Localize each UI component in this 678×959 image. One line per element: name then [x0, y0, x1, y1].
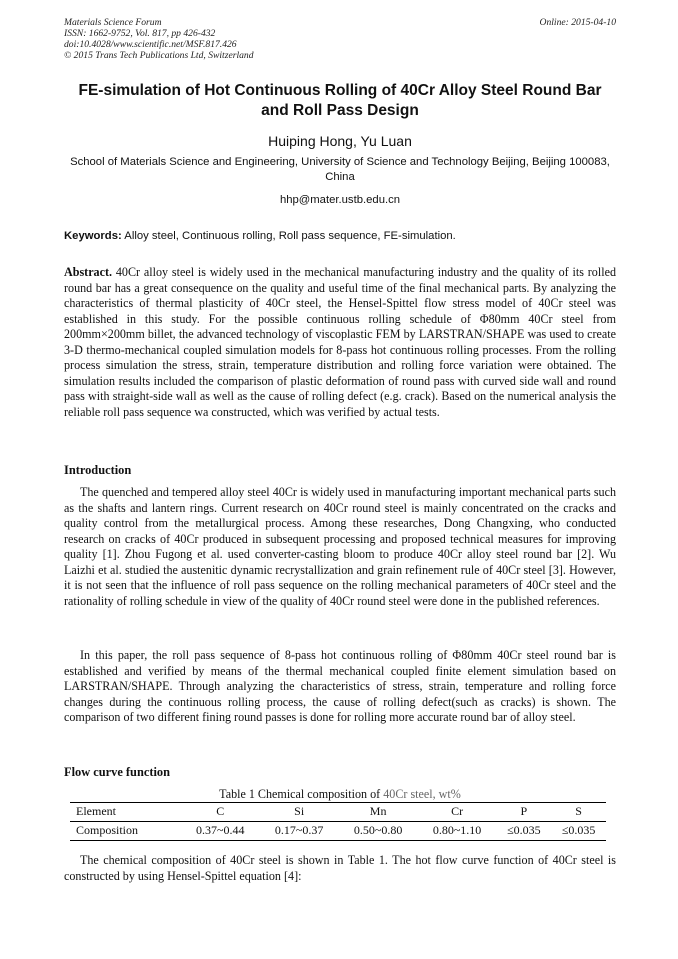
paper-title: FE-simulation of Hot Continuous Rolling of 40Cr Alloy Steel Round Bar and Roll Pass Design: [78, 82, 602, 119]
introduction-paragraph-2: In this paper, the roll pass sequence of 8-pass hot continuous rolling of Φ80mm 40Cr steel round bar is established and verified by means of the thermal mechanical coupled finite element simulation based on LARSTRAN/SHAPE. Through analyzing the characteristics of stress, strain, temperature and rolling force changes during the continuous rolling process, the cause of rolling defect(such as cracks) is shown. The comparison of two different fining round passes is done for rolling more accurate round bar of alloy steel.: [64, 648, 616, 724]
table-caption-grey: 40Cr steel, wt%: [383, 787, 461, 801]
keywords-label: Keywords:: [64, 230, 122, 242]
table-header-cell: S: [575, 804, 582, 818]
table-cell: 0.37~0.44: [195, 823, 245, 837]
table-cell: 0.50~0.80: [353, 823, 403, 837]
table-header-cell: Cr: [451, 804, 464, 818]
flow-curve-heading: Flow curve function: [64, 765, 170, 779]
table-header-cell: Si: [294, 804, 305, 818]
abstract-text: 40Cr alloy steel is widely used in the mechanical manufacturing industry and the quality of its rolled round bar has a great consequence on the quality and useful time of the final mechanical parts. By analyzing the characteristics of thermal plasticity of 40Cr steel, the Hensel-Spittel flow stress model of 40Cr steel was established in this study. For the possible continuous rolling schedule of Φ80mm 40Cr steel from 200mm×200mm billet, the advanced technology of viscoplastic FEM by LARSTRAN/SHAPE was used to create 3-D thermo-mechanical coupled simulation models for 8-pass hot continuous rolling processes. From the rolling process simulation the stress, strain, temperature distribution and rolling force variation were obtained. The simulation results included the comparison of plastic deformation of round pass with curved side wall and round pass with straight-side wall as well as the cause of rolling defect (e.g. crack). Based on the numerical analysis the reliable roll pass sequence wa constructed, which was verified by actual tests.: [64, 265, 616, 419]
table-header-cell: C: [216, 804, 225, 818]
flow-curve-paragraph: The chemical composition of 40Cr steel is shown in Table 1. The hot flow curve function of 40Cr steel is constructed by using Hensel-Spittel equation [4]:: [64, 853, 616, 883]
introduction-heading: Introduction: [64, 463, 132, 477]
introduction-paragraph-1: The quenched and tempered alloy steel 40Cr is widely used in manufacturing important mechanical parts such as the shafts and lantern rings. Current research on 40Cr round steel is mainly concentrated on the cracks and quality control from the metallurgical process. Among these researches, Dong Changxing, who conducted research on cracks of 40Cr produced in subsequent processing and proposed technical measures for improving quality [1]. Zhou Fugong et al. used converter-casting bloom to produce 40Cr alloy steel round bar [2]. Wu Laizhi et al. studied the austenitic dynamic recrystallization and grain refinement rule of 40Cr steel [3]. However, it is not seen that the influence of roll pass sequence on the rolling mechanical parameters of 40Cr steel and the rationality of rolling schedule in view of the quality of 40Cr round steel were done in the published references.: [64, 485, 616, 608]
table-header-cell: P: [520, 804, 528, 818]
table-header-row: [70, 803, 606, 822]
table-cell: ≤0.035: [507, 823, 541, 837]
keywords: [64, 229, 616, 244]
copyright-line: © 2015 Trans Tech Publications Ltd, Switzerland: [64, 50, 254, 61]
journal-header: [64, 17, 616, 61]
online-date: Online: 2015-04-10: [539, 17, 616, 28]
table-caption: [64, 787, 616, 802]
authors: Huiping Hong, Yu Luan: [268, 133, 412, 149]
journal-name: Materials Science Forum: [64, 17, 162, 28]
table-cell: Composition: [76, 823, 139, 837]
abstract-label: Abstract.: [64, 265, 113, 279]
issn-line: ISSN: 1662-9752, Vol. 817, pp 426-432: [64, 28, 216, 39]
table-header-cell: Mn: [369, 804, 387, 818]
abstract: [64, 265, 616, 420]
composition-table: [70, 802, 606, 841]
author-email: hhp@mater.ustb.edu.cn: [279, 194, 401, 206]
table-cell: 0.80~1.10: [432, 823, 482, 837]
table-header-cell: Element: [76, 804, 116, 818]
table-caption-main: Table 1 Chemical composition of: [219, 787, 381, 801]
affiliation: School of Materials Science and Engineering, University of Science and Technology Beijing, Beijing 100083, China: [70, 156, 610, 183]
keywords-text: Alloy steel, Continuous rolling, Roll pass sequence, FE-simulation.: [124, 230, 456, 242]
table-cell: ≤0.035: [561, 823, 596, 837]
doi-line: doi:10.4028/www.scientific.net/MSF.817.426: [64, 39, 237, 50]
table-row: [70, 822, 606, 841]
table-cell: 0.17~0.37: [274, 823, 324, 837]
